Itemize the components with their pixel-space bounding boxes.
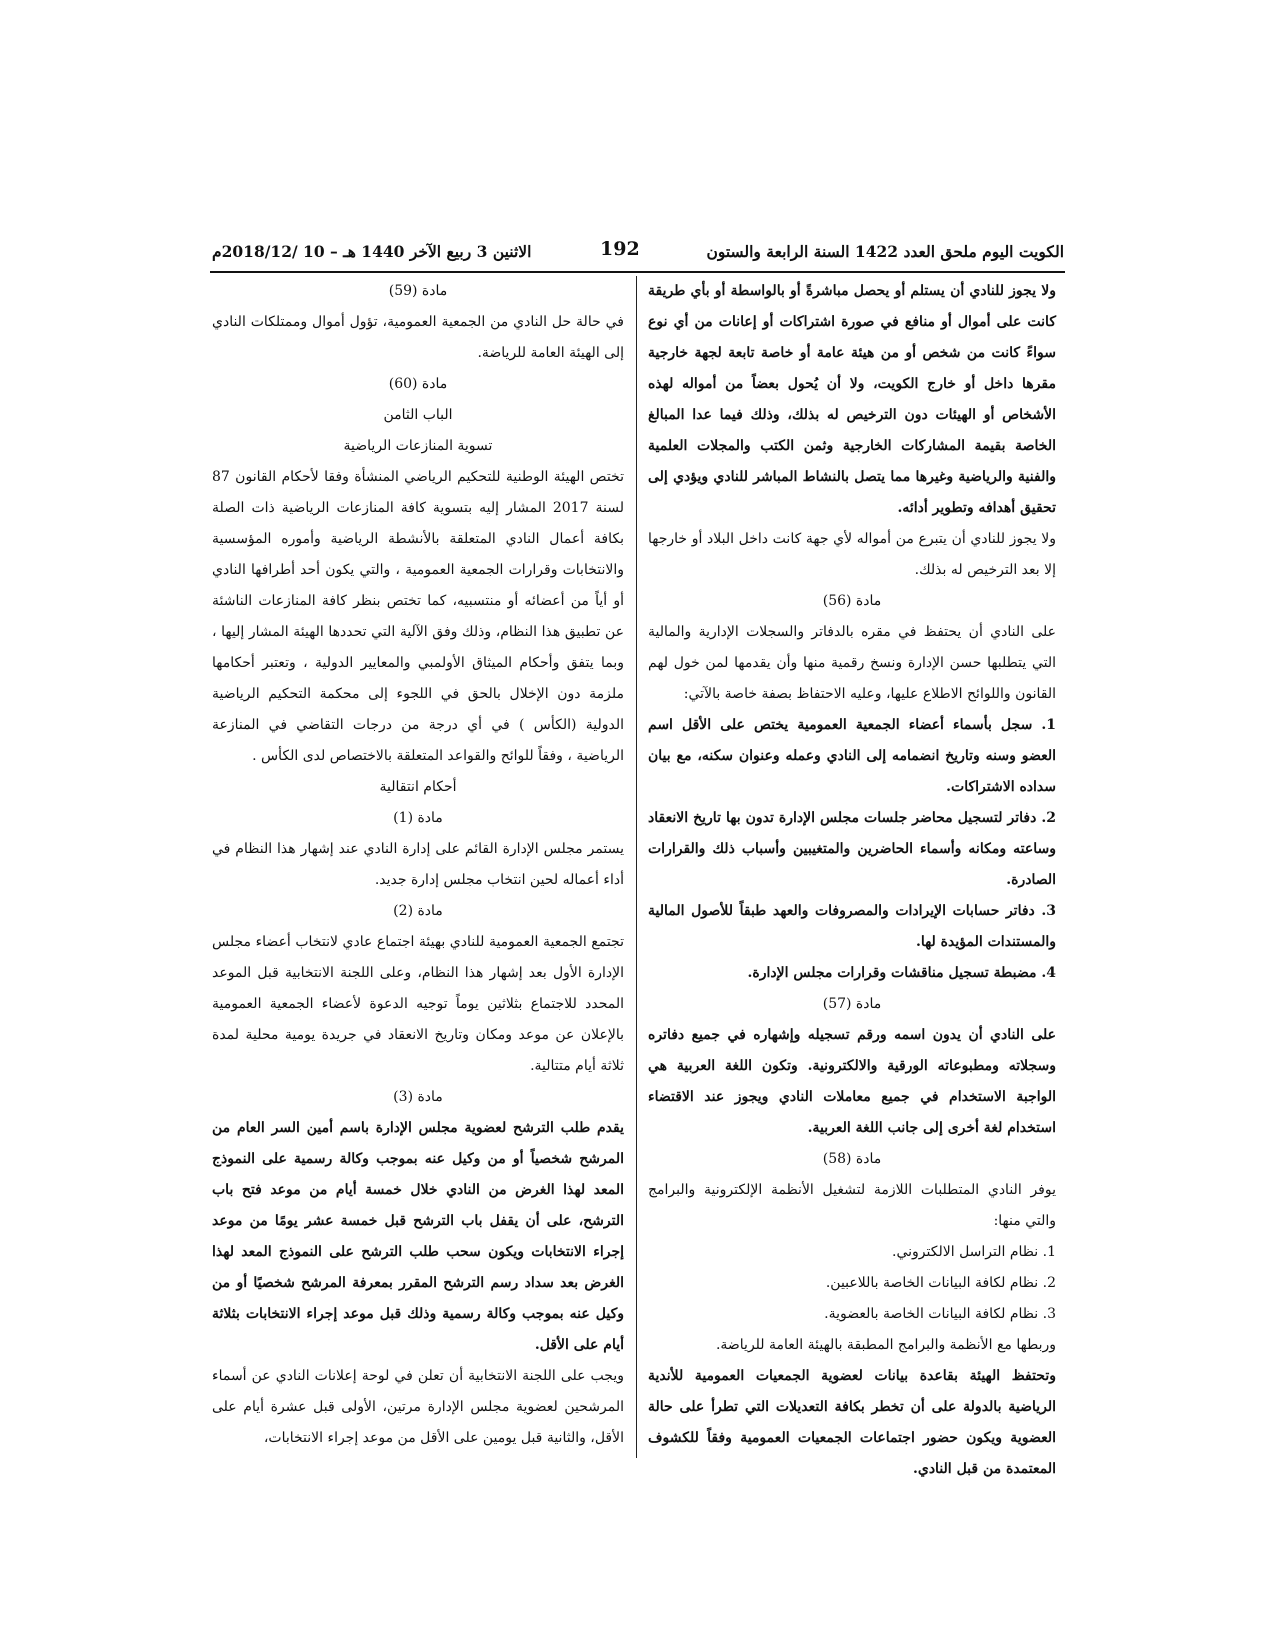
paragraph: على النادي أن يدون اسمه ورقم تسجيله وإشهاره في جميع دفاتره وسجلاته ومطبوعاته الورقية والالكترونية. وتكون اللغة العربية هي الواجبة الاستخدام في جميع معاملات النادي ويجوز عند الاقتضاء استخدام لغة أخرى إلى جانب اللغة العربية.: [648, 1027, 1056, 1136]
section-heading: أحكام انتقالية: [379, 779, 457, 795]
paragraph: على النادي أن يحتفظ في مقره بالدفاتر والسجلات الإدارية والمالية التي يتطلبها حسن الإدارة ونسخ رقمية منها وأن يقدمها لمن خول لهم القانون واللوائح الاطلاع عليها، وعليه الاحتفاظ بصفة خاصة بالآتي:: [648, 624, 1056, 702]
paragraph: وربطها مع الأنظمة والبرامج المطبقة بالهيئة العامة للرياضة.: [715, 1337, 1056, 1353]
section-heading: تسوية المنازعات الرياضية: [343, 438, 493, 454]
paragraph: ويجب على اللجنة الانتخابية أن تعلن في لوحة إعلانات النادي عن أسماء المرشحين لعضوية مجلس الإدارة مرتين، الأولى قبل عشرة أيام على الأقل، والثانية قبل يومين على الأقل من موعد إجراء الانتخابات،: [212, 1368, 625, 1446]
left-column: [212, 276, 624, 1454]
article-heading: مادة (57): [822, 996, 882, 1012]
right-column: [648, 276, 1056, 1485]
paragraph: تجتمع الجمعية العمومية للنادي بهيئة اجتماع عادي لانتخاب أعضاء مجلس الإدارة الأول بعد إشهار هذا النظام، وعلى اللجنة الانتخابية قبل الموعد المحدد للاجتماع بثلاثين يوماً توجيه الدعوة لأعضاء الجمعية العمومية بالإعلان عن موعد ومكان وتاريخ الانعقاد في جريدة يومية محلية لمدة ثلاثة أيام متتالية.: [212, 934, 624, 1074]
list-item: 3. نظام لكافة البيانات الخاصة بالعضوية.: [824, 1306, 1056, 1322]
article-heading: مادة (1): [393, 810, 443, 826]
article-heading: مادة (60): [388, 376, 448, 392]
article-heading: مادة (3): [393, 1089, 443, 1105]
list-item: 1. سجل بأسماء أعضاء الجمعية العمومية يختص على الأقل اسم العضو وسنه وتاريخ انضمامه إلى النادي وعمله وعنوان سكنه، مع بيان سداده الاشتراكات.: [648, 717, 1056, 795]
paragraph: يستمر مجلس الإدارة القائم على إدارة النادي عند إشهار هذا النظام في أداء أعماله لحين انتخاب مجلس إدارة جديد.: [212, 841, 624, 888]
article-heading: مادة (59): [388, 283, 448, 299]
list-item: 4. مضبطة تسجيل مناقشات وقرارات مجلس الإدارة.: [747, 965, 1056, 981]
list-item: 1. نظام التراسل الالكتروني.: [892, 1244, 1056, 1260]
paragraph: ولا يجوز للنادي أن يتبرع من أمواله لأي جهة كانت داخل البلاد أو خارجها إلا بعد الترخيص له بذلك.: [648, 531, 1056, 578]
paragraph: وتحتفظ الهيئة بقاعدة بيانات لعضوية الجمعيات العمومية للأندية الرياضية بالدولة على أن تخطر بكافة التعديلات التي تطرأ على حالة العضوية ويكون حضور اجتماعات الجمعيات العمومية وفقاً للكشوف المعتمدة من قبل النادي.: [648, 1368, 1056, 1477]
page-header: [212, 238, 1064, 268]
article-heading: مادة (2): [393, 903, 443, 919]
list-item: 3. دفاتر حسابات الإيرادات والمصروفات والعهد طبقاً للأصول المالية والمستندات المؤيدة لها.: [648, 903, 1056, 950]
header-rule: [210, 271, 1065, 273]
paragraph: يقدم طلب الترشح لعضوية مجلس الإدارة باسم أمين السر العام من المرشح شخصياً أو من وكيل عنه بموجب وكالة رسمية على النموذج المعد لهذا الغرض من النادي خلال خمسة أيام من موعد فتح باب الترشح، على أن يقفل باب الترشح قبل خمسة عشر يومًا من موعد إجراء الانتخابات ويكون سحب طلب الترشح على النموذج المعد لهذا الغرض بعد سداد رسم الترشح المقرر بمعرفة المرشح شخصيًا أو من وكيل عنه بموجب وكالة رسمية وذلك قبل موعد إجراء الانتخابات بثلاثة أيام على الأقل.: [212, 1120, 624, 1353]
chapter-heading: الباب الثامن: [383, 407, 453, 423]
header-date: الاثنين 3 ربيع الآخر 1440 هـ – 10 /2018/12م: [212, 242, 532, 261]
list-item: 2. نظام لكافة البيانات الخاصة باللاعبين.: [825, 1275, 1056, 1291]
article-heading: مادة (58): [822, 1151, 882, 1167]
paragraph: ولا يجوز للنادي أن يستلم أو يحصل مباشرةً أو بالواسطة أو بأي طريقة كانت على أموال أو منافع في صورة اشتراكات أو إعانات من أي نوع سواءً كانت من شخص أو من هيئة عامة أو خاصة تابعة لجهة خارجية مقرها داخل أو خارج الكويت، ولا أن يُحول بعضاً من أمواله لهذه الأشخاص أو الهيئات دون الترخيص له بذلك، وذلك فيما عدا المبالغ الخاصة بقيمة المشاركات الخارجية وثمن الكتب والمجلات العلمية والفنية والرياضية وغيرها مما يتصل بالنشاط المباشر للنادي ويؤدي إلى تحقيق أهدافه وتطوير أدائه.: [648, 283, 1056, 516]
article-heading: مادة (56): [822, 593, 882, 609]
list-item: 2. دفاتر لتسجيل محاضر جلسات مجلس الإدارة تدون بها تاريخ الانعقاد وساعته ومكانه وأسماء الحاضرين والمتغيبين وأسباب ذلك والقرارات الصادرة.: [648, 810, 1056, 888]
header-page-number: 192: [600, 238, 640, 260]
column-divider: [636, 276, 637, 1458]
header-publication: الكويت اليوم ملحق العدد 1422 السنة الرابعة والستون: [706, 242, 1064, 261]
paragraph: في حالة حل النادي من الجمعية العمومية، تؤول أموال وممتلكات النادي إلى الهيئة العامة للرياضة.: [212, 314, 624, 361]
paragraph: تختص الهيئة الوطنية للتحكيم الرياضي المنشأة وفقا لأحكام القانون 87 لسنة 2017 المشار إليه بتسوية كافة المنازعات الرياضية ذات الصلة بكافة أعمال النادي المتعلقة بالأنشطة الرياضية وأموره المؤسسية والانتخابات وقرارات الجمعية العمومية ، والتي يكون أحد أطرافها النادي أو أياً من أعضائه أو منتسبيه، كما تختص بنظر كافة المنازعات الناشئة عن تطبيق هذا النظام، وذلك وفق الآلية التي تحددها الهيئة المشار إليها ، وبما يتفق وأحكام الميثاق الأولمبي والمعايير الدولية ، وتعتبر أحكامها ملزمة دون الإخلال بالحق في اللجوء إلى محكمة التحكيم الرياضية الدولية (الكأس ) في أي درجة من درجات التقاضي في المنازعة الرياضية ، وفقاً للوائح والقواعد المتعلقة بالاختصاص لدى الكأس .: [212, 469, 625, 764]
paragraph: يوفر النادي المتطلبات اللازمة لتشغيل الأنظمة الإلكترونية والبرامج والتي منها:: [648, 1182, 1056, 1229]
